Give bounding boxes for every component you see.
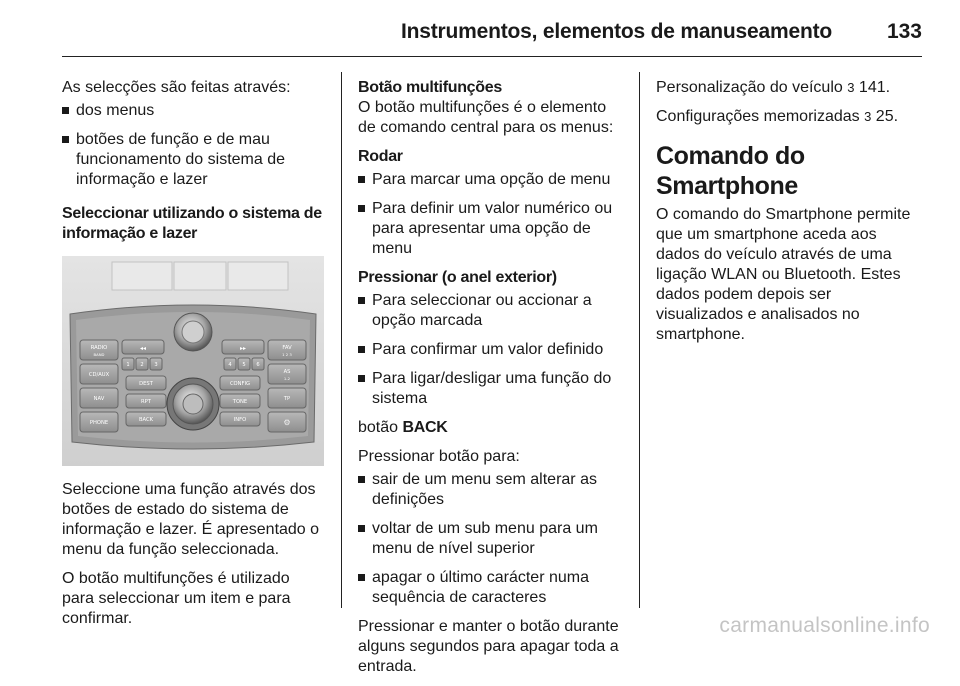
page-header — [62, 16, 922, 57]
ref-arrow-icon: 3 — [847, 80, 855, 95]
preset-4-label: 4 — [228, 362, 232, 368]
fav-button-label: FAV — [282, 345, 292, 351]
rpt-button-label: RPT — [141, 399, 151, 405]
infotainment-panel-photo — [62, 256, 324, 466]
as-sub-label: 1-2 — [283, 376, 291, 381]
paragraph: O comando do Smartphone permite que um smartphone aceda aos dados do veículo através de uma ligação WLAN ou Bluetooth. Estes dados podem depois ser visualizados e analisados no smartphone. — [656, 206, 911, 343]
list-item: Para marcar uma opção de menu — [358, 170, 624, 190]
section-title: Comando do Smartphone — [656, 142, 805, 200]
rodar-heading: Rodar — [358, 148, 403, 165]
column-left — [62, 78, 326, 638]
list-item: voltar de um sub menu para um menu de nível superior — [358, 519, 624, 559]
ref-page: 141. — [858, 79, 891, 96]
config-button-label: CONFIG — [229, 381, 251, 387]
pressionar-list — [358, 291, 624, 409]
subsection-heading: Seleccionar utilizando o sistema de informação e lazer — [62, 205, 322, 242]
fav-sub-label: 1 2 3 — [282, 352, 292, 357]
watermark: carmanualsonline.info — [719, 614, 930, 637]
list-item: Para definir um valor numérico ou para apresentar uma opção de menu — [358, 199, 624, 259]
dest-button-label: DEST — [139, 381, 153, 387]
cross-reference — [656, 107, 922, 127]
preset-5-label: 5 — [242, 362, 246, 368]
intro-text: As selecções são feitas através: — [62, 79, 291, 96]
ref-arrow-icon: 3 — [864, 109, 872, 124]
nav-button-label: NAV — [93, 396, 105, 402]
seek-back-icon: ◂◂ — [139, 345, 147, 352]
paragraph: Pressionar e manter o botão durante alguns segundos para apagar toda a entrada. — [358, 618, 619, 675]
settings-key-icon: ⚙ — [283, 418, 291, 427]
preset-1-label: 1 — [126, 362, 130, 368]
list-item: sair de um menu sem alterar as definições — [358, 470, 624, 510]
back-prefix: botão — [358, 419, 403, 436]
paragraph: O botão multifunções é utilizado para seleccionar um item e para confirmar. — [62, 570, 291, 627]
list-item: apagar o último carácter numa sequência de caracteres — [358, 568, 624, 608]
column-middle — [358, 78, 624, 686]
preset-2-label: 2 — [140, 362, 144, 368]
rodar-list — [358, 170, 624, 259]
band-button-label: BAND — [93, 352, 105, 357]
cross-reference — [656, 78, 922, 98]
ref-text: Configurações memorizadas — [656, 108, 860, 125]
as-button-label: AS — [283, 369, 291, 375]
column-right — [656, 78, 922, 354]
seek-forward-icon: ▸▸ — [239, 345, 247, 352]
phone-button-label: PHONE — [89, 420, 109, 426]
paragraph: Seleccione uma função através dos botões de estado do sistema de informação e lazer. É apresentado o menu da função seleccionada. — [62, 481, 320, 558]
column-divider-left — [341, 72, 342, 608]
paragraph: O botão multifunções é o elemento de comando central para os menus: — [358, 99, 614, 136]
list-item: dos menus — [62, 101, 326, 121]
radio-button-label: RADIO — [90, 345, 108, 351]
page-number: 133 — [886, 20, 922, 43]
back-button-label: BACK — [138, 417, 154, 423]
ref-page: 25. — [875, 108, 899, 125]
ref-text: Personalização do veículo — [656, 79, 843, 96]
back-intro: Pressionar botão para: — [358, 448, 520, 465]
subsection-heading: Botão multifunções — [358, 79, 502, 96]
intro-list — [62, 101, 326, 190]
list-item: Para confirmar um valor definido — [358, 340, 624, 360]
preset-3-label: 3 — [154, 362, 158, 368]
list-item: Para ligar/desligar uma função do sistema — [358, 369, 624, 409]
back-label: BACK — [402, 419, 448, 436]
back-list — [358, 470, 624, 608]
header-title: Instrumentos, elementos de manuseamento — [401, 20, 832, 43]
list-item: Para seleccionar ou accionar a opção marcada — [358, 291, 624, 331]
back-button-paragraph — [358, 418, 624, 438]
tone-button-label: TONE — [232, 399, 248, 405]
cdaux-button-label: CD/AUX — [88, 372, 110, 378]
preset-6-label: 6 — [256, 362, 260, 368]
list-item: botões de função e de mau funcionamento do sistema de informação e lazer — [62, 130, 326, 190]
info-button-label: INFO — [233, 417, 247, 423]
pressionar-heading: Pressionar (o anel exterior) — [358, 269, 557, 286]
column-divider-right — [639, 72, 640, 608]
tp-button-label: TP — [283, 396, 291, 402]
